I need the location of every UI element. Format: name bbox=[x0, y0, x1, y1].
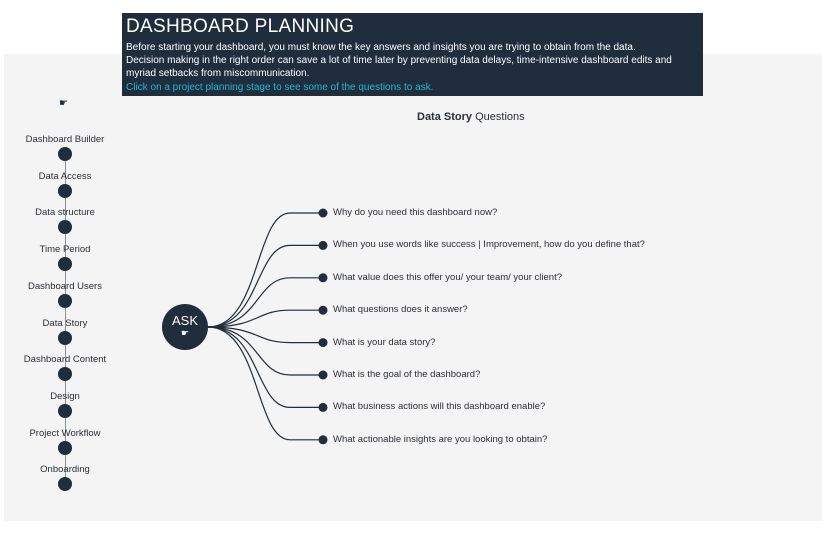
stage-label: Data Access bbox=[38, 170, 92, 182]
section-title-rest: Questions bbox=[475, 111, 525, 123]
question-dot bbox=[319, 273, 328, 282]
ask-label: ASK bbox=[171, 313, 198, 328]
stage-label: Data structure bbox=[35, 207, 95, 219]
stage-label: Onboarding bbox=[40, 464, 90, 476]
question-dot bbox=[319, 403, 328, 412]
question-dot bbox=[319, 306, 328, 315]
intro-line-2: Decision making in the right order can save a lot of time later by preventing data delays, time-intensive dashboard edits and bbox=[126, 55, 672, 66]
stage-label: Dashboard Users bbox=[28, 280, 102, 292]
pointer-hand-icon: ☛ bbox=[59, 98, 68, 109]
question-dot bbox=[319, 209, 328, 218]
stage-label: Project Workflow bbox=[29, 427, 101, 439]
question-item: What business actions will this dashboard enable? bbox=[333, 401, 546, 413]
question-item: What questions does it answer? bbox=[333, 304, 468, 316]
question-item: What is your data story? bbox=[333, 336, 436, 348]
question-item: When you use words like success | Improvement, how do you define that? bbox=[333, 239, 645, 251]
question-dot bbox=[319, 435, 328, 444]
stage-label: Dashboard Builder bbox=[25, 134, 105, 145]
question-item: What is the goal of the dashboard? bbox=[333, 369, 481, 380]
connector-line bbox=[208, 327, 323, 440]
question-item: What value does this offer you/ your team/ your client? bbox=[333, 271, 562, 283]
question-dot bbox=[319, 371, 328, 380]
section-title-bold: Data Story bbox=[417, 111, 473, 123]
stage-label: Dashboard Content bbox=[23, 354, 107, 366]
connector-line bbox=[208, 327, 323, 375]
question-item: Why do you need this dashboard now? bbox=[333, 207, 498, 218]
question-item: What actionable insights are you looking to obtain? bbox=[333, 433, 548, 445]
pointer-hand-icon: ☛ bbox=[180, 328, 190, 338]
intro-line-1: Before starting your dashboard, you must know the key answers and insights you are trying to obtain from the data. bbox=[126, 42, 636, 53]
stage-label: Data Story bbox=[42, 317, 88, 329]
intro-line-3: myriad setbacks from miscommunication. bbox=[126, 68, 310, 79]
stage-label: Design bbox=[50, 390, 80, 402]
page-title: DASHBOARD PLANNING bbox=[126, 16, 355, 37]
ask-node[interactable] bbox=[162, 304, 208, 350]
question-dot bbox=[319, 241, 328, 250]
connector-line bbox=[208, 278, 323, 327]
instruction-hint: Click on a project planning stage to see some of the questions to ask. bbox=[126, 82, 434, 93]
question-dot bbox=[319, 338, 328, 347]
stage-label: Time Period bbox=[39, 244, 91, 256]
